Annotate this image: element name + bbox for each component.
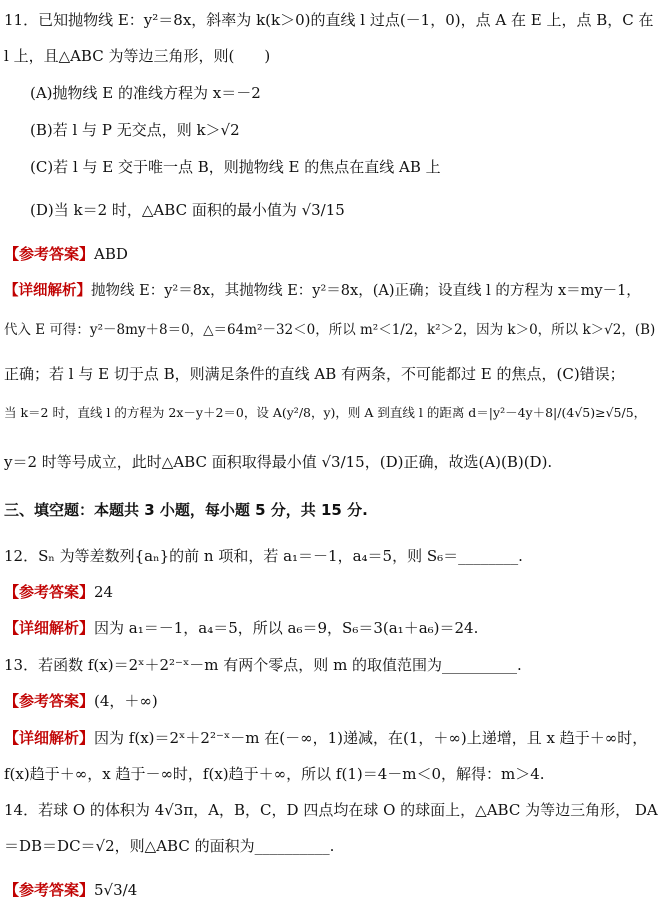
q11-option-a: (A)抛物线 E 的准线方程为 x＝－2 <box>30 84 261 102</box>
answer-value: 5√3/4 <box>94 881 138 899</box>
q12-answer-row <box>4 582 113 602</box>
q11-option-b: (B)若 l 与 P 无交点，则 k＞√2 <box>30 121 240 139</box>
analysis-text: 因为 f(x)＝2ˣ＋2²⁻ˣ－m 在(－∞，1)递减，在(1，＋∞)上递增，且 x 趋于＋∞时， <box>94 729 648 747</box>
q13-analysis-line1 <box>4 728 647 748</box>
q13-stem: 13．若函数 f(x)＝2ˣ＋2²⁻ˣ－m 有两个零点，则 m 的取值范围为__________. <box>4 656 522 674</box>
q11-analysis-line1 <box>4 281 641 301</box>
answer-label: 【参考答案】 <box>4 692 95 710</box>
q11-analysis-line5: y＝2 时等号成立，此时△ABC 面积取得最小值 √3/15，(D)正确，故选(A)(B)(D). <box>4 453 553 471</box>
section-heading: 三、填空题：本题共 3 小题，每小题 5 分，共 15 分. <box>4 501 368 519</box>
q12-analysis-row <box>4 618 478 638</box>
analysis-text: 因为 a₁＝－1，a₄＝5，所以 a₆＝9，S₆＝3(a₁＋a₆)＝24. <box>94 619 479 637</box>
q11-analysis-line2: 代入 E 可得：y²－8my＋8＝0，△＝64m²－32＜0，所以 m²＜1/2，k²＞2，因为 k＞0，所以 k＞√2，(B) <box>4 322 656 338</box>
analysis-label: 【详细解析】 <box>4 283 91 299</box>
answer-label: 【参考答案】 <box>4 881 95 899</box>
q11-stem-line2: l 上，且△ABC 为等边三角形，则( ) <box>4 47 271 65</box>
answer-value: ABD <box>94 245 128 263</box>
answer-label: 【参考答案】 <box>4 583 95 601</box>
answer-value: 24 <box>94 583 114 601</box>
answer-value: (4，＋∞) <box>94 692 158 710</box>
q11-option-c: (C)若 l 与 E 交于唯一点 B，则抛物线 E 的焦点在直线 AB 上 <box>30 158 441 176</box>
analysis-text: 抛物线 E：y²＝8x，其抛物线 E：y²＝8x，(A)正确；设直线 l 的方程为 x＝my－1， <box>91 283 641 299</box>
q11-analysis-line3: 正确；若 l 与 E 切于点 B，则满足条件的直线 AB 有两条，不可能都过 E 的焦点，(C)错误； <box>4 365 625 383</box>
q11-analysis-line4: 当 k＝2 时，直线 l 的方程为 2x－y＋2＝0，设 A(y²/8，y)，则 A 到直线 l 的距离 d＝|y²－4y＋8|/(4√5)≥√5/5， <box>4 405 647 420</box>
q11-option-d: (D)当 k＝2 时，△ABC 面积的最小值为 √3/15 <box>30 201 345 219</box>
q13-analysis-line2: f(x)趋于＋∞，x 趋于－∞时，f(x)趋于＋∞，所以 f(1)＝4－m＜0，解得：m＞4. <box>4 765 545 783</box>
analysis-label: 【详细解析】 <box>4 729 95 747</box>
q14-stem-line1: 14．若球 O 的体积为 4√3π，A，B，C，D 四点均在球 O 的球面上，△ABC 为等边三角形， DA <box>4 801 658 819</box>
q11-stem-line1: 11．已知抛物线 E：y²＝8x，斜率为 k(k＞0)的直线 l 过点(－1，0)，点 A 在 E 上，点 B，C 在 <box>4 11 654 29</box>
q14-answer-row <box>4 880 137 900</box>
analysis-label: 【详细解析】 <box>4 619 95 637</box>
q14-stem-line2: ＝DB＝DC＝√2，则△ABC 的面积为__________. <box>4 837 335 855</box>
q13-answer-row <box>4 691 158 711</box>
answer-label: 【参考答案】 <box>4 245 95 263</box>
q12-stem: 12．Sₙ 为等差数列{aₙ}的前 n 项和，若 a₁＝－1，a₄＝5，则 S₆＝________. <box>4 547 523 565</box>
q11-answer-row <box>4 244 128 264</box>
